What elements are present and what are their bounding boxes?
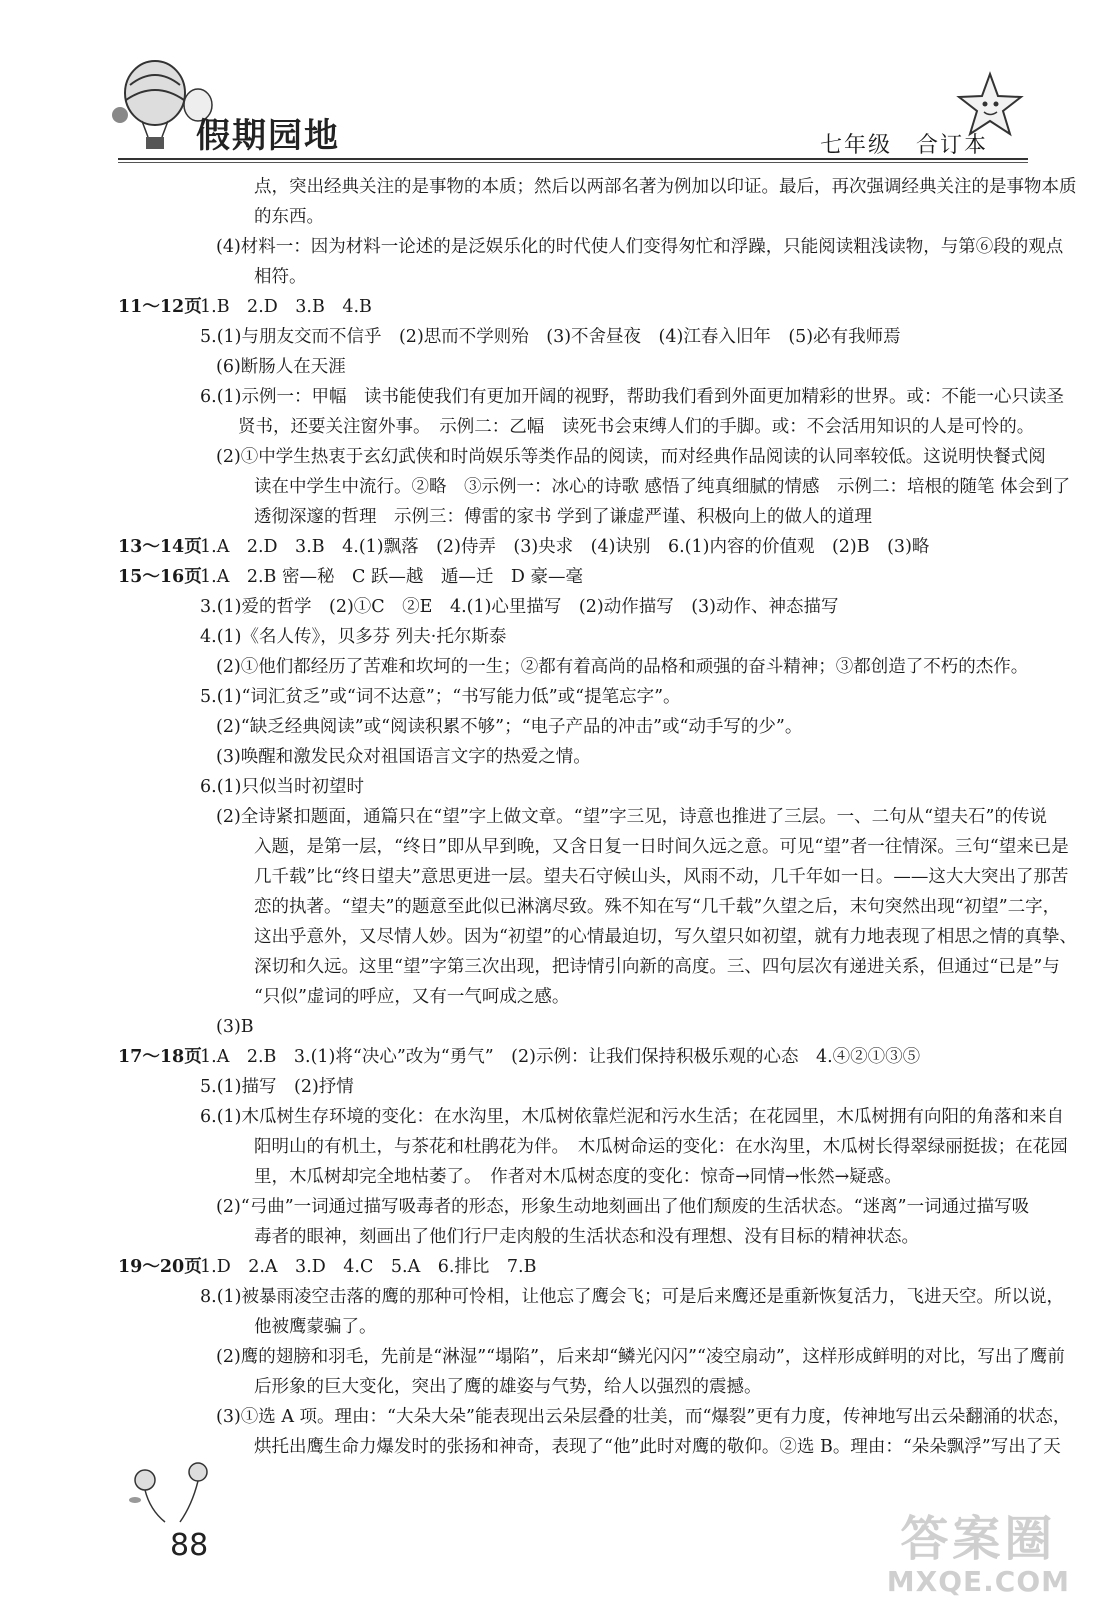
answer-line: 5.(1)描写 (2)抒情	[200, 1077, 354, 1097]
answer-line: 入题，是第一层，“终日”即从早到晚，又含日复一日时间久远之意。可见“望”者一往情深。三句“望来已是	[254, 837, 1069, 857]
brand-logo: 假期园地	[196, 116, 340, 156]
page-ref-label: 15～16页	[118, 567, 202, 587]
answer-line: 6.(1)木瓜树生存环境的变化：在水沟里，木瓜树依靠烂泥和污水生活；在花园里，木瓜树拥有向阳的角落和来自	[200, 1107, 1064, 1127]
answer-line: 读在中学生中流行。②略 ③示例一：冰心的诗歌 感悟了纯真细腻的情感 示例二：培根的随笔 体会到了	[254, 477, 1071, 497]
answer-content	[118, 172, 1077, 1462]
answer-line: 1.D 2.A 3.D 4.C 5.A 6.排比 7.B	[200, 1257, 537, 1277]
continuation-line: 的东西。	[254, 207, 324, 227]
answer-line: 1.B 2.D 3.B 4.B	[200, 297, 372, 317]
page-ref-label: 19～20页	[118, 1257, 202, 1277]
answer-line: 深切和久远。这里“望”字第三次出现，把诗情引向新的高度。三、四句层次有递进关系，但通过“已是”与	[254, 957, 1060, 977]
answer-line: 6.(1)示例一：甲幅 读书能使我们有更加开阔的视野，帮助我们看到外面更加精彩的世界。或：不能一心只读圣	[200, 387, 1064, 407]
page-ref-label: 17～18页	[118, 1047, 202, 1067]
answer-line: 1.A 2.D 3.B 4.(1)飘落 (2)侍弄 (3)央求 (4)诀别 6.(1)内容的价值观 (2)B (3)略	[200, 537, 930, 557]
answer-line: 毒者的眼神，刻画出了他们行尸走肉般的生活状态和没有理想、没有目标的精神状态。	[254, 1227, 919, 1247]
header-divider	[118, 158, 1028, 160]
page-ref-label: 11～12页	[118, 297, 202, 317]
answer-line: 阳明山的有机土，与茶花和杜鹃花为伴。 木瓜树命运的变化：在水沟里，木瓜树长得翠绿丽挺拔；在花园	[254, 1137, 1068, 1157]
answer-section	[118, 1042, 1038, 1072]
page-number: 88	[170, 1528, 209, 1563]
continuation-line: 点，突出经典关注的是事物的本质；然后以两部名著为例加以印证。最后，再次强调经典关注的是事物本质	[254, 177, 1077, 197]
page-ref-label: 13～14页	[118, 537, 202, 557]
answer-line: (3)唤醒和激发民众对祖国语言文字的热爱之情。	[216, 747, 591, 767]
watermark-logo	[887, 1500, 1070, 1598]
answer-line: (3)①选 A 项。理由：“大朵大朵”能表现出云朵层叠的壮美，而“爆裂”更有力度，传神地写出云朵翻涌的状态，	[216, 1407, 1071, 1427]
answer-line: (2)“缺乏经典阅读”或“阅读积累不够”；“电子产品的冲击”或“动手写的少”。	[216, 717, 803, 737]
answer-section	[118, 532, 1038, 562]
answer-line: 后形象的巨大变化，突出了鹰的雄姿与气势，给人以强烈的震撼。	[254, 1377, 762, 1397]
answer-line: (3)B	[216, 1017, 254, 1037]
answer-line: 5.(1)与朋友交而不信乎 (2)思而不学则殆 (3)不舍昼夜 (4)江春入旧年 (5)必有我师焉	[200, 327, 901, 347]
answer-line: 5.(1)“词汇贫乏”或“词不达意”；“书写能力低”或“提笔忘字”。	[200, 687, 681, 707]
continuation-item-4: (4)材料一：因为材料一论述的是泛娱乐化的时代使人们变得匆忙和浮躁，只能阅读粗浅读物，与第⑥段的观点	[216, 237, 1064, 257]
answer-line: 透彻深邃的哲理 示例三：傅雷的家书 学到了谦虚严谨、积极向上的做人的道理	[254, 507, 873, 527]
grade-label: 七年级 合订本	[819, 133, 988, 158]
answer-line: 3.(1)爱的哲学 (2)①C ②E 4.(1)心里描写 (2)动作描写 (3)动作、神态描写	[200, 597, 839, 617]
answer-line: (6)断肠人在天涯	[216, 357, 346, 377]
answer-line: 几千载”比“终日望夫”意思更进一层。望夫石守候山头，风雨不动，几千年如一日。——这大大突出了那苦	[254, 867, 1069, 887]
flower-decoration-icon	[120, 1460, 230, 1530]
answer-line: 贤书，还要关注窗外事。 示例二：乙幅 读死书会束缚人们的手脚。或：不会活用知识的人是可怜的。	[238, 417, 1035, 437]
answer-line: “只似”虚词的呼应，又有一气呵成之感。	[254, 987, 570, 1007]
answer-line: 他被鹰蒙骗了。	[254, 1317, 377, 1337]
answer-line: 8.(1)被暴雨凌空击落的鹰的那种可怜相，让他忘了鹰会飞；可是后来鹰还是重新恢复活力，飞进天空。所以说，	[200, 1287, 1064, 1307]
answer-section	[118, 292, 1038, 322]
answer-line: (2)①他们都经历了苦难和坎坷的一生；②都有着高尚的品格和顽强的奋斗精神；③都创造了不朽的杰作。	[216, 657, 1029, 677]
answer-line: 里，木瓜树却完全地枯萎了。 作者对木瓜树态度的变化：惊奇→同情→怅然→疑惑。	[254, 1167, 902, 1187]
page-header	[0, 0, 1100, 160]
answer-line: (2)①中学生热衷于玄幻武侠和时尚娱乐等类作品的阅读，而对经典作品阅读的认同率较低。这说明快餐式阅	[216, 447, 1046, 467]
watermark-url: MXQE.COM	[886, 1565, 1070, 1598]
answer-line: 烘托出鹰生命力爆发时的张扬和神奇，表现了“他”此时对鹰的敬仰。②选 B。理由：“朵朵飘浮”写出了天	[254, 1437, 1061, 1457]
answer-line: 6.(1)只似当时初望时	[200, 777, 364, 797]
answer-section	[118, 1252, 1038, 1282]
answer-line: (2)“弓曲”一词通过描写吸毒者的形态，形象生动地刻画出了他们颓废的生活状态。“迷离”一词通过描写吸	[216, 1197, 1030, 1217]
watermark-text: 答案圈	[900, 1511, 1057, 1567]
answer-section	[118, 562, 1038, 592]
answer-line: 这出乎意外，又尽情人妙。因为“初望”的心情最迫切，写久望只如初望，就有力地表现了相思之情的真挚、	[254, 927, 1077, 947]
answer-line: 1.A 2.B 密—秘 C 跃—越 遁—迁 D 豪—毫	[200, 567, 583, 587]
answer-line: (2)全诗紧扣题面，通篇只在“望”字上做文章。“望”字三见，诗意也推进了三层。一、二句从“望夫石”的传说	[216, 807, 1047, 827]
answer-line: (2)鹰的翅膀和羽毛，先前是“淋湿”“塌陷”，后来却“鳞光闪闪”“凌空扇动”，这样形成鲜明的对比，写出了鹰前	[216, 1347, 1065, 1367]
answer-sections	[118, 292, 1077, 1462]
answer-line: 4.(1)《名人传》，贝多芬 列夫·托尔斯泰	[200, 627, 507, 647]
answer-line: 恋的执著。“望夫”的题意至此似已淋漓尽致。殊不知在写“几千载”久望之后，末句突然出现“初望”二字，	[254, 897, 1061, 917]
answer-line: 1.A 2.B 3.(1)将“决心”改为“勇气” (2)示例：让我们保持积极乐观的心态 4.④②①③⑤	[200, 1047, 921, 1067]
continuation-item-4-cont: 相符。	[254, 267, 307, 287]
header-divider-thin	[118, 162, 1028, 163]
